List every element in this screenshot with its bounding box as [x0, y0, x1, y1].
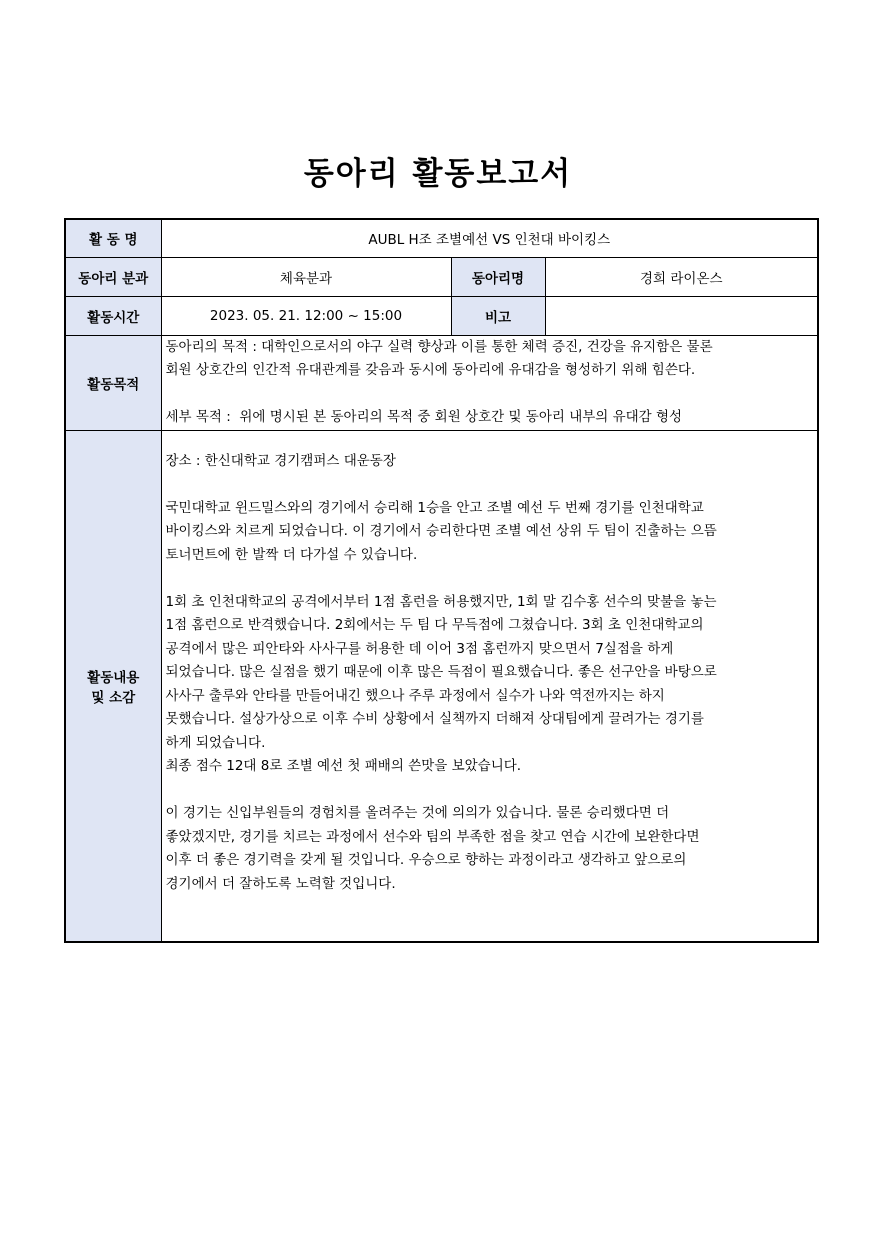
content-line: 좋았겠지만, 경기를 치르는 과정에서 선수와 팀의 부족한 점을 찾고 연습 시간에 보완한다면: [165, 828, 700, 845]
remarks-value: [545, 296, 818, 335]
content-line: 이후 더 좋은 경기력을 갖게 될 것입니다. 우승으로 향하는 과정이라고 생각하고 앞으로의: [165, 852, 687, 868]
content-label-line: 및 소감: [91, 689, 136, 706]
report-table: [64, 218, 819, 943]
activity-name-label: 활 동 명: [65, 219, 161, 257]
content-line: 1점 홈런으로 반격했습니다. 2회에서는 두 팀 다 무득점에 그쳤습니다. 3회 초 인천대학교의: [165, 617, 704, 633]
content-line: 경기에서 더 잘하도록 노력할 것입니다.: [165, 875, 396, 892]
purpose-line: 회원 상호간의 인간적 유대관계를 갖음과 동시에 동아리에 유대감을 형성하기 위해 힘쓴다.: [165, 362, 696, 378]
purpose-line: 동아리의 목적 : 대학인으로서의 야구 실력 향상과 이를 통한 체력 증진, 건강을 유지함은 물론: [165, 338, 713, 355]
content-line: 1회 초 인천대학교의 공격에서부터 1점 홈런을 허용했지만, 1회 말 김수홍 선수의 맞불을 놓는: [165, 593, 717, 610]
activity-time-value: 2023. 05. 21. 12:00 ~ 15:00: [161, 296, 451, 335]
content-line: 최종 점수 12대 8로 조별 예선 첫 패배의 쓴맛을 보았습니다.: [165, 758, 522, 774]
content-label: [65, 430, 161, 942]
club-division-label: 동아리 분과: [65, 257, 161, 296]
purpose-label: 활동목적: [65, 335, 161, 430]
purpose-line: 세부 목적 : 위에 명시된 본 동아리의 목적 중 회원 상호간 및 동아리 내부의 유대감 형성: [165, 409, 683, 425]
club-name-label: 동아리명: [451, 257, 545, 296]
activity-time-label: 활동시간: [65, 296, 161, 335]
content-line: 되었습니다. 많은 실점을 했기 때문에 이후 많은 득점이 필요했습니다. 좋은 선구안을 바탕으로: [165, 664, 717, 680]
content-text: [161, 430, 818, 942]
content-line: 하게 되었습니다.: [165, 734, 266, 751]
purpose-text: [161, 335, 818, 430]
content-line: 국민대학교 윈드밀스와의 경기에서 승리해 1승을 안고 조별 예선 두 번째 경기를 인천대학교: [165, 499, 704, 516]
content-line: 이 경기는 신입부원들의 경험치를 올려주는 것에 의의가 있습니다. 물론 승리했다면 더: [165, 805, 670, 821]
content-line: 토너먼트에 한 발짝 더 다가설 수 있습니다.: [165, 546, 418, 563]
remarks-label: 비고: [451, 296, 545, 335]
content-label-line: 활동내용: [87, 669, 140, 686]
club-division-value: 체육분과: [161, 257, 451, 296]
content-line: 공격에서 많은 피안타와 사사구를 허용한 데 이어 3점 홈런까지 맞으면서 7실점을 하게: [165, 640, 674, 657]
page-title: 동아리 활동보고서: [303, 156, 573, 192]
content-line: 못했습니다. 설상가상으로 이후 수비 상황에서 실책까지 더해져 상대팀에게 끌려가는 경기를: [165, 711, 704, 727]
content-line: 사사구 출루와 안타를 만들어내긴 했으나 주루 과정에서 실수가 나와 역전까지는 하지: [165, 687, 665, 704]
activity-name-value: AUBL H조 조별예선 VS 인천대 바이킹스: [161, 219, 818, 257]
club-name-value: 경희 라이온스: [545, 257, 818, 296]
content-line: 장소 : 한신대학교 경기캠퍼스 대운동장: [165, 452, 396, 469]
content-line: 바이킹스와 치르게 되었습니다. 이 경기에서 승리한다면 조별 예선 상위 두 팀이 진출하는 으뜸: [165, 523, 717, 539]
